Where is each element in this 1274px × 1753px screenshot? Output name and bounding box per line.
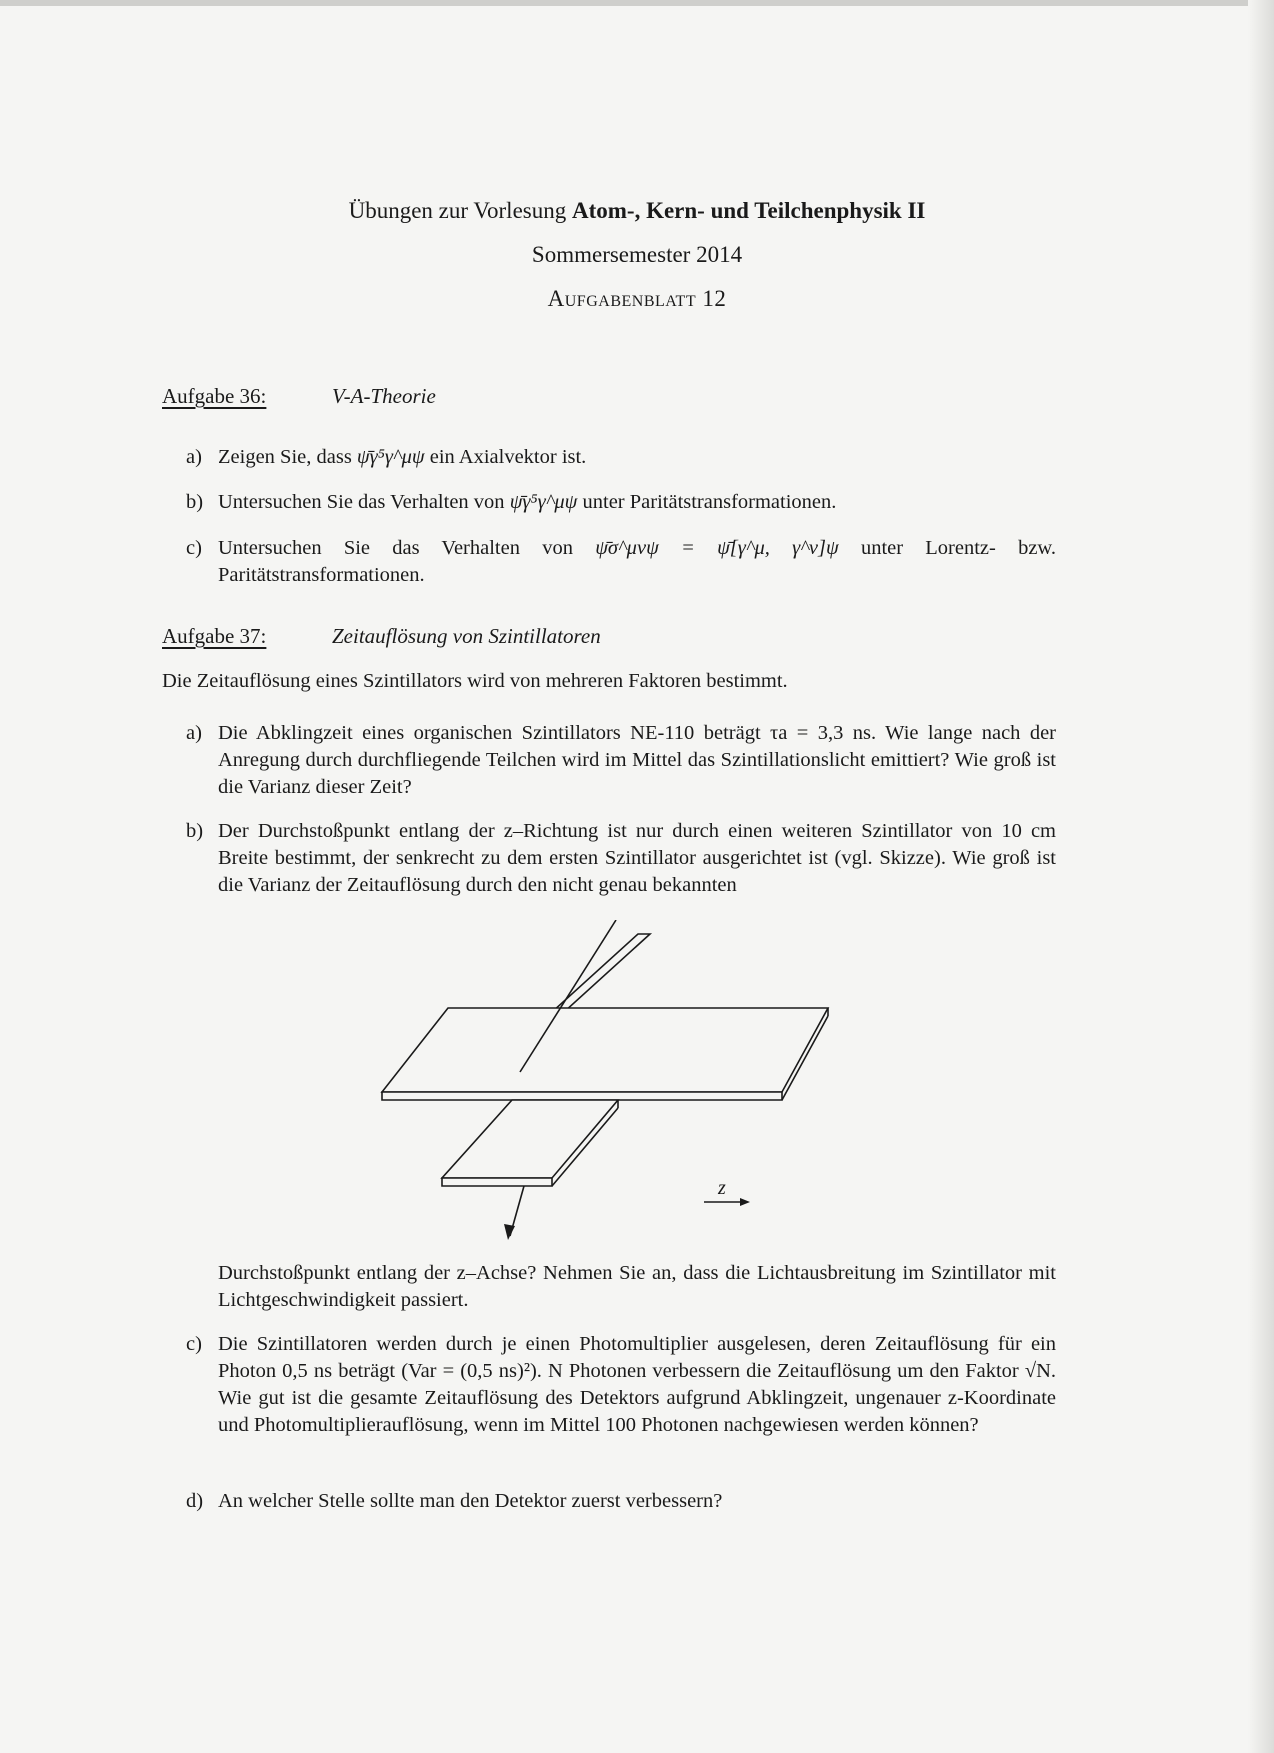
header-title: Übungen zur Vorlesung Atom-, Kern- und Teilchenphysik II <box>348 198 926 223</box>
scintillator-1-top <box>382 1008 828 1092</box>
a37-intro: Die Zeitauflösung eines Szintillators wird von mehreren Faktoren bestimmt. <box>162 670 788 692</box>
a37-item-d: d) An welcher Stelle sollte man den Detektor zuerst verbessern? <box>186 1490 723 1512</box>
z-axis-label: z <box>718 1177 726 1199</box>
a37-item-a: a) Die Abklingzeit eines organischen Szintillators NE-110 beträgt τa = 3,3 ns. Wie lange nach der Anregung durch durchfliegende Teilchen wird im Mittel das Szintillationslicht emittiert? Wie groß ist die Varianz dieser Zeit? <box>186 722 1056 798</box>
a37-item-b-cont: Durchstoßpunkt entlang der z–Achse? Nehmen Sie an, dass die Lichtausbreitung im Szintillator mit Lichtgeschwindigkeit passiert. <box>218 1262 1056 1311</box>
a36-item-b: b) Untersuchen Sie das Verhalten von ψ̄γ⁵γ^μψ unter Paritätstransformationen. <box>186 491 837 513</box>
scintillator-1-front <box>382 1092 782 1100</box>
a36-item-c: c) Untersuchen Sie das Verhalten von ψ̄σ^μνψ = ψ̄[γ^μ, γ^ν]ψ unter Lorentz- bzw. Paritätstransformationen. <box>186 537 1057 586</box>
track-arrow-head <box>504 1224 515 1240</box>
scintillator-sketch <box>370 920 870 1240</box>
sheet-title: Aufgabenblatt 12 <box>547 286 727 311</box>
aufgabe-37-heading: Aufgabe 37: Zeitauflösung von Szintillatoren <box>162 624 601 648</box>
semester: Sommersemester 2014 <box>531 242 743 267</box>
a37-item-b: b) Der Durchstoßpunkt entlang der z–Richtung ist nur durch einen weiteren Szintillator von 10 cm Breite bestimmt, der senkrecht zu dem ersten Szintillator ausgerichtet ist (vgl. Skizze). Wie groß ist die Varianz der Zeitauflösung durch den nicht genau bekannten <box>186 820 1056 896</box>
scan-top-edge <box>0 0 1274 6</box>
a36-item-a: a) Zeigen Sie, dass ψ̄γ⁵γ^μψ ein Axialvektor ist. <box>186 446 587 468</box>
aufgabe-36-heading: Aufgabe 36: V-A-Theorie <box>162 384 436 408</box>
a37-item-c: c) Die Szintillatoren werden durch je einen Photomultiplier ausgelesen, deren Zeitauflösung für ein Photon 0,5 ns beträgt (Var = (0,5 ns)²). N Photonen verbessern die Zeitauflösung um den Faktor √N. Wie gut ist die gesamte Zeitauflösung des Detektors aufgrund Abklingzeit, ungenauer z-Koordinate und Photomultiplierauflösung, wenn im Mittel 100 Photonen nachgewiesen werden können? <box>186 1333 1056 1436</box>
z-axis-arrow <box>740 1198 750 1206</box>
